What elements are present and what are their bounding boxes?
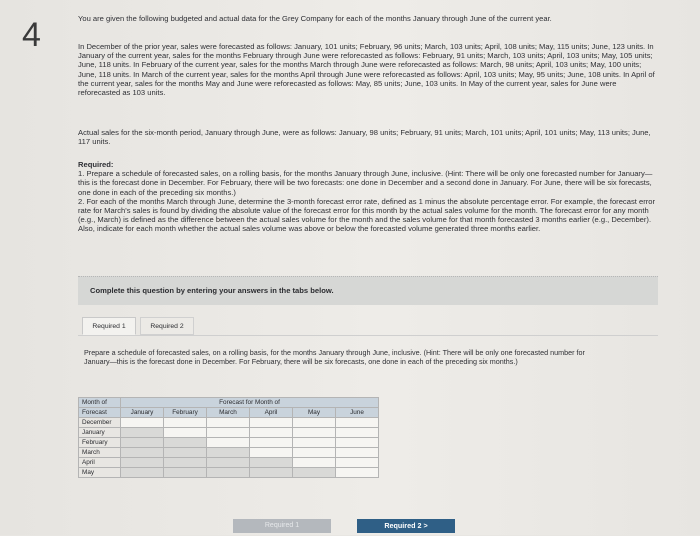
input-cell[interactable] xyxy=(336,428,379,438)
input-cell[interactable] xyxy=(207,438,250,448)
input-cell[interactable] xyxy=(164,428,207,438)
disabled-cell xyxy=(121,438,164,448)
input-cell[interactable] xyxy=(336,458,379,468)
disabled-cell xyxy=(250,458,293,468)
required-title: Required: xyxy=(78,160,114,169)
input-cell[interactable] xyxy=(336,448,379,458)
table-row xyxy=(79,468,379,478)
row-label: December xyxy=(79,418,121,428)
actuals-paragraph: Actual sales for the six-month period, January through June, were as follows: January, 98 units; February, 91 units; March, 101 units; April, 101 units; May, 113 units; June, 117 units. xyxy=(78,128,651,147)
input-cell[interactable] xyxy=(250,448,293,458)
banner-text: Complete this question by entering your answers in the tabs below. xyxy=(90,286,334,295)
disabled-cell xyxy=(121,448,164,458)
row-label: March xyxy=(79,448,121,458)
table-row xyxy=(79,448,379,458)
input-cell[interactable] xyxy=(293,418,336,428)
input-cell[interactable] xyxy=(336,468,379,478)
disabled-cell xyxy=(207,458,250,468)
panel-instruction: Prepare a schedule of forecasted sales, on a rolling basis, for the months January through June, inclusive. (Hint: There will be only one forecasted number for January—this is the forecast done in December. For February, there will be six forecasts, one done in each of the preceding six months.) xyxy=(84,348,585,366)
table-row xyxy=(79,418,379,428)
forecasts-paragraph: In December of the prior year, sales were forecasted as follows: January, 101 units; February, 96 units; March, 103 units; April, 108 units; May, 115 units; June, 123 units. In January of the current year, sales for the months February through June were reforecasted as follows: February, 91 units; March, 103 units; April, 103 units; May, 105 units; June, 118 units. In February of the current year, sales for the months March through June were reforecasted as follows: March, 98 units; April, 103 units; May, 100 units; June, 118 units. In March of the current year, sales for the months April through June were reforecasted as follows: April, 103 units; May, 95 units; June, 108 units. In April of the current year, sales for the months May and June were reforecasted as follows: May, 85 units; June, 103 units. In May of the current year, sales for June were reforecasted as 103 units. xyxy=(78,42,655,98)
col-header: April xyxy=(250,408,293,418)
prev-tab-button: Required 1 xyxy=(233,519,331,533)
disabled-cell xyxy=(121,458,164,468)
input-cell[interactable] xyxy=(336,418,379,428)
input-cell[interactable] xyxy=(293,438,336,448)
tab-required-2[interactable]: Required 2 xyxy=(140,317,194,335)
table-row xyxy=(79,428,379,438)
intro-text: You are given the following budgeted and actual data for the Grey Company for each of the months January through June of the current year. xyxy=(78,14,552,23)
instruction-banner xyxy=(78,276,658,305)
disabled-cell xyxy=(293,468,336,478)
col-header: February xyxy=(164,408,207,418)
required-item-1: 1. Prepare a schedule of forecasted sales, on a rolling basis, for the months January through June, inclusive. (Hint: There will be only one forecasted number for January—this is the forecast done in December. For February, there will be two forecasts: one done in December and a second done in January. For June, there will be six forecasts, one done in each of the preceding six months.) xyxy=(78,169,653,197)
required-section xyxy=(78,160,658,234)
row-label: January xyxy=(79,428,121,438)
corner-forecast: Forecast xyxy=(79,408,121,418)
col-header: January xyxy=(121,408,164,418)
table-row xyxy=(79,438,379,448)
col-header: March xyxy=(207,408,250,418)
row-label: February xyxy=(79,438,121,448)
input-cell[interactable] xyxy=(293,458,336,468)
required-item-2: 2. For each of the months March through June, determine the 3-month forecast error rate, defined as 1 minus the absolute percentage error. For example, the forecast error rate for March's sales is found by dividing the absolute value of the forecast error for this month by the actual sales volume for the month. The forecast error for any month (e.g., March) is defined as the difference between the actual sales volume for the month and the sales volume for that month forecasted 3 months earlier (e.g., December). Also, indicate for each month whether the actual sales volume was above or below the forecasted volume generated three months earlier. xyxy=(78,196,656,234)
disabled-cell xyxy=(121,468,164,478)
disabled-cell xyxy=(164,438,207,448)
next-tab-button[interactable]: Required 2 > xyxy=(357,519,455,533)
table-row xyxy=(79,458,379,468)
corner-month-of: Month of xyxy=(79,398,121,408)
disabled-cell xyxy=(207,468,250,478)
row-label: May xyxy=(79,468,121,478)
input-cell[interactable] xyxy=(250,428,293,438)
input-cell[interactable] xyxy=(336,438,379,448)
disabled-cell xyxy=(121,428,164,438)
forecast-table xyxy=(78,397,379,478)
disabled-cell xyxy=(250,468,293,478)
col-header: June xyxy=(336,408,379,418)
question-number: 4 xyxy=(22,16,41,54)
row-label: April xyxy=(79,458,121,468)
input-cell[interactable] xyxy=(207,428,250,438)
disabled-cell xyxy=(207,448,250,458)
input-cell[interactable] xyxy=(121,418,164,428)
tab-required-1[interactable]: Required 1 xyxy=(82,317,136,335)
group-header: Forecast for Month of xyxy=(121,398,379,408)
input-cell[interactable] xyxy=(250,438,293,448)
col-header: May xyxy=(293,408,336,418)
input-cell[interactable] xyxy=(293,428,336,438)
disabled-cell xyxy=(164,448,207,458)
disabled-cell xyxy=(164,468,207,478)
input-cell[interactable] xyxy=(250,418,293,428)
input-cell[interactable] xyxy=(207,418,250,428)
disabled-cell xyxy=(164,458,207,468)
input-cell[interactable] xyxy=(164,418,207,428)
input-cell[interactable] xyxy=(293,448,336,458)
